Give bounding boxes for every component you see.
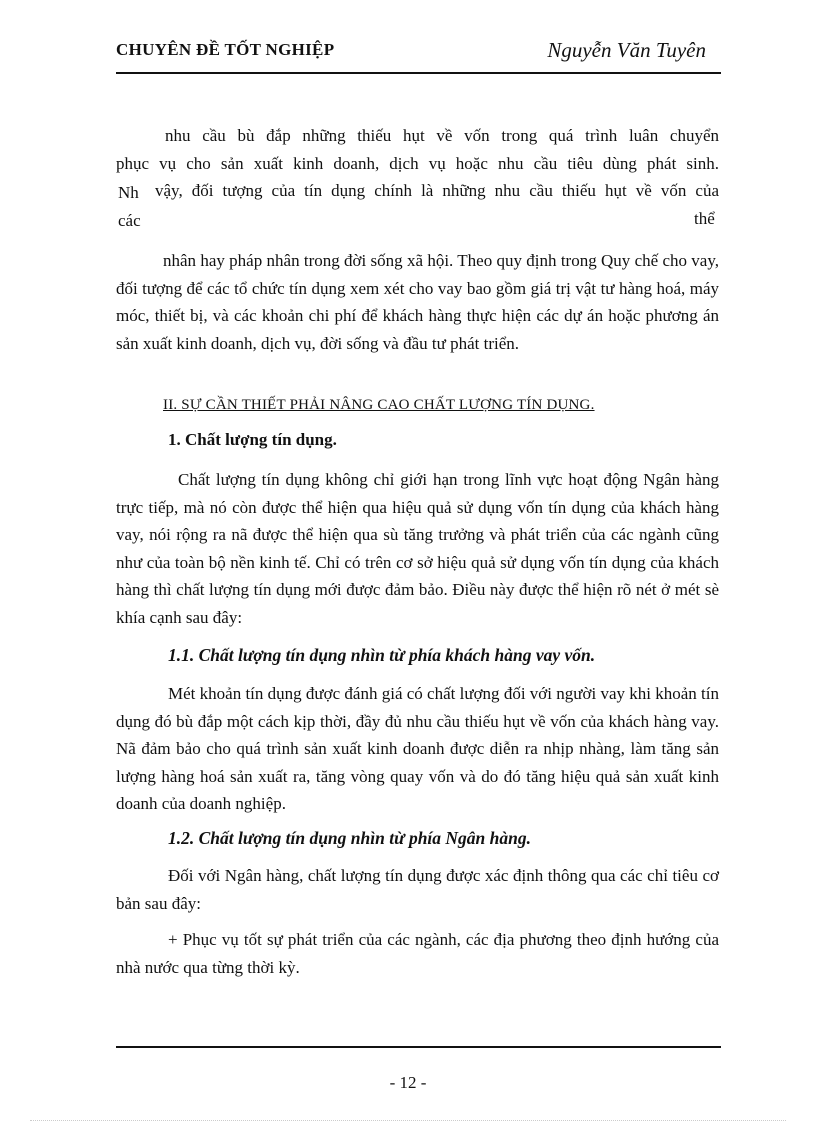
paragraph-1-line-1: nhu cầu bù đắp những thiếu hụt về vốn trong quá trình luân chuyển <box>165 126 719 145</box>
paragraph-1-line-2: phục vụ cho sản xuất kinh doanh, dịch vụ hoặc nhu cầu tiêu dùng phát sinh. <box>116 154 719 173</box>
paragraph-3: Chất lượng tín dụng không chỉ giới hạn trong lĩnh vực hoạt động Ngân hàng trực tiếp, mà nó còn được thể hiện qua hiệu quả sử dụng vốn tín dụng của khách hàng vay, nói rộng ra nã được thể hiện qua sù tăng trưởng và phát triển của các ngành cũng như của toàn bộ nền kinh tế. Chỉ có trên cơ sở hiệu quả sử dụng vốn tín dụng của khách hàng thì chất lượng tín dụng mới được đảm bảo. Điều này được thể hiện rõ nét ở mét sè khía cạnh sau đây: <box>116 470 719 627</box>
paragraph-2: nhân hay pháp nhân trong đời sống xã hội. Theo quy định trong Quy chế cho vay, đối tượng để các tổ chức tín dụng xem xét cho vay bao gồm giá trị vật tư hàng hoá, máy móc, thiết bị, và các khoản chi phí để khách hàng thực hiện các dự án hoặc phương án sản xuất kinh doanh, dịch vụ, đời sống và đầu tư phát triển. <box>116 251 719 353</box>
page-number: - 12 - <box>389 1073 427 1092</box>
page-edge-dotted-line <box>30 1120 786 1121</box>
document-header-author: Nguyễn Văn Tuyên <box>547 38 706 62</box>
paragraph-1-line-4-end: thể <box>694 209 715 228</box>
heading-1: 1. Chất lượng tín dụng. <box>168 430 337 449</box>
heading-1-2: 1.2. Chất lượng tín dụng nhìn từ phía Ngân hàng. <box>168 828 531 848</box>
paragraph-4: Mét khoản tín dụng được đánh giá có chất lượng đối với người vay khi khoản tín dụng đó bù đắp một cách kịp thời, đầy đủ nhu cầu thiếu hụt về vốn của khách hàng vay. Nã đảm bảo cho quá trình sản xuất kinh doanh được diễn ra nhịp nhàng, làm tăng sản lượng hàng hoá sản xuất ra, tăng vòng quay vốn và do đó tăng hiệu quả sản xuất kinh doanh của doanh nghiệp. <box>116 684 719 813</box>
paragraph-5: Đối với Ngân hàng, chất lượng tín dụng được xác định thông qua các chỉ tiêu cơ bản sau đây: <box>116 866 719 913</box>
document-header-title: CHUYÊN ĐỀ TỐT NGHIỆP <box>116 40 335 59</box>
paragraph-1-line-3: vậy, đối tượng của tín dụng chính là những nhu cầu thiếu hụt về vốn của <box>155 181 719 200</box>
footer-divider <box>116 1046 721 1048</box>
paragraph-1-line-4-start: các <box>118 211 141 230</box>
paragraph-6: + Phục vụ tốt sự phát triển của các ngành, các địa phương theo định hướng của nhà nước qua từng thời kỳ. <box>116 930 719 977</box>
header-divider <box>116 72 721 74</box>
section-heading: II. SỰ CẦN THIẾT PHẢI NÂNG CAO CHẤT LƯỢNG TÍN DỤNG. <box>163 397 595 413</box>
paragraph-1-line-3-start: Nh <box>118 183 139 202</box>
heading-1-1: 1.1. Chất lượng tín dụng nhìn từ phía khách hàng vay vốn. <box>168 645 596 665</box>
